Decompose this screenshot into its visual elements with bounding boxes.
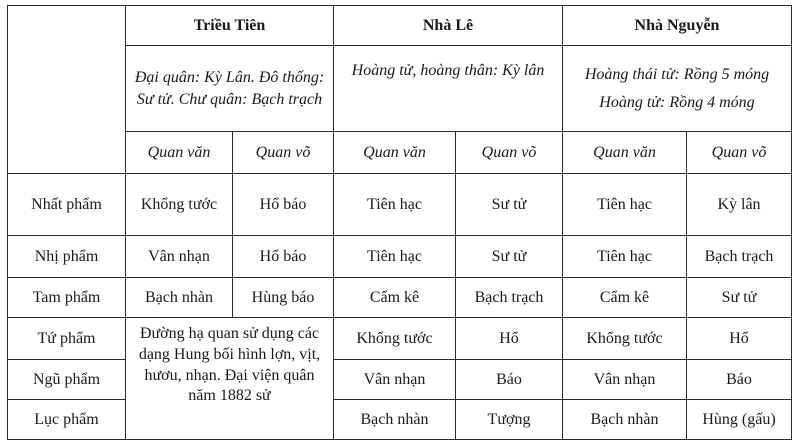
nguyen-civil-cell: Tiên hạc bbox=[563, 236, 687, 278]
nguyen-civil-cell: Tiên hạc bbox=[563, 174, 687, 236]
le-military-cell: Bạch trạch bbox=[456, 278, 563, 318]
le-military-cell: Hổ bbox=[456, 318, 563, 360]
le-military-cell: Tượng bbox=[456, 400, 563, 440]
table-row bbox=[8, 236, 792, 278]
nguyen-civil-cell: Cẩm kê bbox=[563, 278, 687, 318]
note-nguyen bbox=[563, 46, 792, 132]
le-military-cell: Sư tử bbox=[456, 236, 563, 278]
note-korea: Đại quân: Kỳ Lân. Đô thống: Sư tử. Chư quân: Bạch trạch bbox=[126, 46, 334, 132]
nguyen-military-cell: Sư tử bbox=[687, 278, 792, 318]
nguyen-military-cell: Bạch trạch bbox=[687, 236, 792, 278]
nguyen-civil-cell: Bạch nhàn bbox=[563, 400, 687, 440]
rank-label: Tam phẩm bbox=[8, 278, 126, 318]
nguyen-military-cell: Báo bbox=[687, 360, 792, 400]
rank-insignia-table-container bbox=[7, 5, 792, 440]
note-row bbox=[8, 46, 792, 132]
korea-civil-cell: Khổng tước bbox=[126, 174, 233, 236]
korea-military-cell: Hùng báo bbox=[233, 278, 334, 318]
subheader-le-civil: Quan văn bbox=[334, 132, 456, 174]
subheader-korea-military: Quan võ bbox=[233, 132, 334, 174]
korea-military-cell: Hổ báo bbox=[233, 236, 334, 278]
nguyen-civil-cell: Vân nhạn bbox=[563, 360, 687, 400]
le-military-cell: Báo bbox=[456, 360, 563, 400]
le-civil-cell: Tiên hạc bbox=[334, 174, 456, 236]
subheader-row bbox=[8, 132, 792, 174]
note-nguyen-line2: Hoàng tử: Rồng 4 móng bbox=[599, 93, 755, 111]
le-civil-cell: Tiên hạc bbox=[334, 236, 456, 278]
header-row bbox=[8, 6, 792, 46]
nguyen-military-cell: Hổ bbox=[687, 318, 792, 360]
table-row bbox=[8, 400, 792, 440]
header-le: Nhà Lê bbox=[334, 6, 563, 46]
subheader-nguyen-civil: Quan văn bbox=[563, 132, 687, 174]
note-nguyen-line1: Hoàng thái tử: Rồng 5 móng bbox=[584, 65, 770, 83]
korea-civil-cell: Bạch nhàn bbox=[126, 278, 233, 318]
nguyen-military-cell: Kỳ lân bbox=[687, 174, 792, 236]
table-row bbox=[8, 278, 792, 318]
korea-military-cell: Hổ báo bbox=[233, 174, 334, 236]
le-civil-cell: Cẩm kê bbox=[334, 278, 456, 318]
korea-civil-cell: Vân nhạn bbox=[126, 236, 233, 278]
corner-cell bbox=[8, 6, 126, 174]
le-civil-cell: Vân nhạn bbox=[334, 360, 456, 400]
table-row bbox=[8, 318, 792, 360]
subheader-le-military: Quan võ bbox=[456, 132, 563, 174]
header-nguyen: Nhà Nguyễn bbox=[563, 6, 792, 46]
rank-insignia-table bbox=[7, 5, 792, 440]
rank-label: Ngũ phẩm bbox=[8, 360, 126, 400]
le-civil-cell: Bạch nhàn bbox=[334, 400, 456, 440]
subheader-korea-civil: Quan văn bbox=[126, 132, 233, 174]
note-le: Hoàng tử, hoàng thân: Kỳ lân bbox=[334, 46, 563, 132]
table-row bbox=[8, 360, 792, 400]
table-row bbox=[8, 174, 792, 236]
nguyen-civil-cell: Khổng tước bbox=[563, 318, 687, 360]
le-civil-cell: Khổng tước bbox=[334, 318, 456, 360]
rank-label: Tứ phẩm bbox=[8, 318, 126, 360]
subheader-nguyen-military: Quan võ bbox=[687, 132, 792, 174]
rank-label: Nhất phẩm bbox=[8, 174, 126, 236]
korea-lower-ranks-note: Đường hạ quan sử dụng các dạng Hung bối hình lợn, vịt, hươu, nhạn. Đại viện quân năm 1882 sử bbox=[126, 318, 334, 440]
le-military-cell: Sư tử bbox=[456, 174, 563, 236]
nguyen-military-cell: Hùng (gấu) bbox=[687, 400, 792, 440]
rank-label: Nhị phẩm bbox=[8, 236, 126, 278]
header-korea: Triều Tiên bbox=[126, 6, 334, 46]
rank-label: Lục phẩm bbox=[8, 400, 126, 440]
